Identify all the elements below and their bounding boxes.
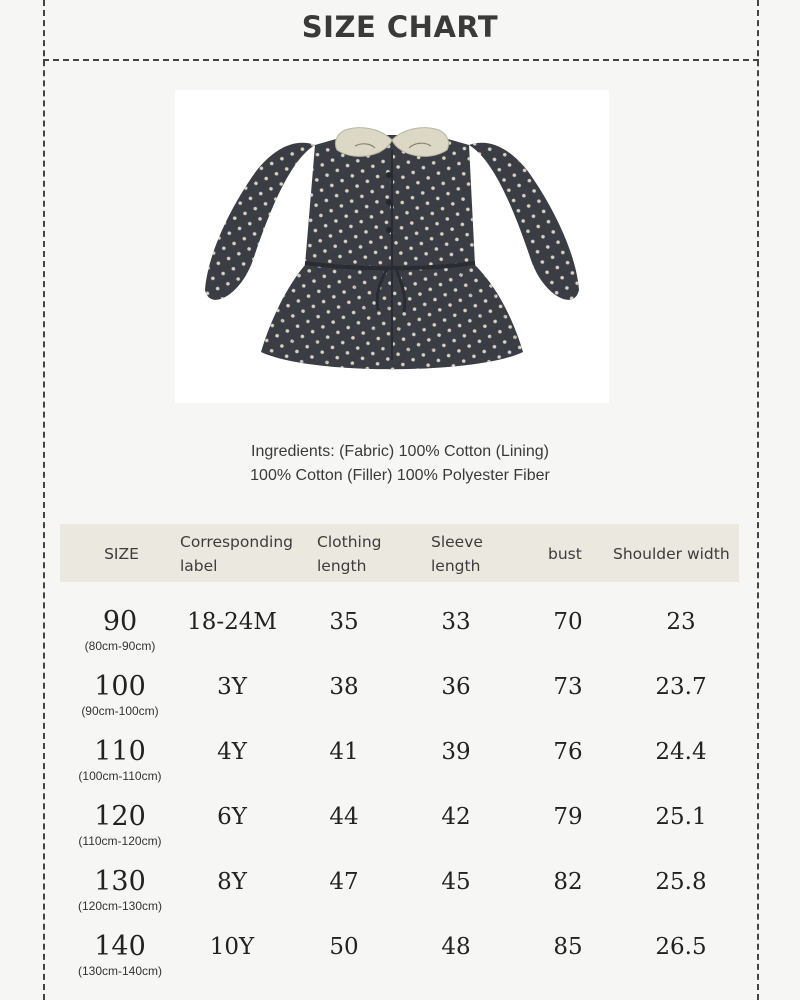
table-row xyxy=(60,801,739,866)
cell-label: 4Y xyxy=(217,739,247,765)
cell-shoulder: 25.8 xyxy=(655,869,707,895)
cell-sleeve: 36 xyxy=(441,674,471,700)
cell-sleeve: 42 xyxy=(441,804,471,830)
cell-label: 6Y xyxy=(217,804,247,830)
size-range: (110cm-120cm) xyxy=(78,834,162,848)
cell-shoulder: 23.7 xyxy=(655,674,707,700)
cell-bust: 76 xyxy=(553,739,583,765)
cell-shoulder: 26.5 xyxy=(655,934,707,960)
cell-label: 3Y xyxy=(217,674,247,700)
page-title: SIZE CHART xyxy=(301,10,499,44)
table-row xyxy=(60,606,739,671)
cell-clothing: 44 xyxy=(329,804,359,830)
cell-shoulder: 24.4 xyxy=(655,739,707,765)
cell-label: 10Y xyxy=(209,934,255,960)
cell-sleeve: 39 xyxy=(441,739,471,765)
table-row xyxy=(60,736,739,801)
cell-clothing: 35 xyxy=(329,609,359,635)
size-range: (130cm-140cm) xyxy=(77,964,163,978)
header-shoulder-width: Shoulder width xyxy=(613,545,730,563)
size-range: (120cm-130cm) xyxy=(77,899,163,913)
size-value: 130 xyxy=(94,866,146,897)
cell-clothing: 41 xyxy=(329,739,359,765)
header-corresponding-label: Corresponding label xyxy=(180,533,294,575)
header-size: SIZE xyxy=(104,545,139,563)
jacket-icon xyxy=(175,90,609,403)
size-value: 120 xyxy=(94,801,146,832)
ingredients-line-2: 100% Cotton (Filler) 100% Polyester Fiber xyxy=(250,467,550,484)
ingredients-text xyxy=(0,440,800,488)
cell-bust: 70 xyxy=(553,609,583,635)
cell-shoulder: 25.1 xyxy=(655,804,707,830)
cell-bust: 79 xyxy=(553,804,583,830)
cell-sleeve: 45 xyxy=(441,869,471,895)
cell-clothing: 50 xyxy=(329,934,359,960)
cell-label: 18-24M xyxy=(187,609,277,635)
size-value: 140 xyxy=(94,931,146,962)
size-value: 100 xyxy=(94,671,146,702)
dashed-border-top xyxy=(43,59,759,61)
size-range: (100cm-110cm) xyxy=(78,769,162,783)
cell-shoulder: 23 xyxy=(666,609,696,635)
table-row xyxy=(60,931,739,996)
size-range: (80cm-90cm) xyxy=(84,639,156,653)
cell-label: 8Y xyxy=(217,869,247,895)
size-value: 110 xyxy=(94,736,146,767)
cell-clothing: 47 xyxy=(329,869,359,895)
size-range: (90cm-100cm) xyxy=(81,704,159,718)
cell-bust: 82 xyxy=(553,869,583,895)
dashed-border-right xyxy=(757,0,759,1000)
table-row xyxy=(60,866,739,931)
dashed-border-left xyxy=(43,0,45,1000)
header-clothing-length: Clothing length xyxy=(317,533,382,575)
table-header xyxy=(60,524,739,582)
header-bust: bust xyxy=(548,545,582,563)
header-sleeve-length: Sleeve length xyxy=(431,533,483,575)
cell-sleeve: 48 xyxy=(441,934,471,960)
ingredients-line-1: Ingredients: (Fabric) 100% Cotton (Lining) xyxy=(251,443,549,460)
cell-clothing: 38 xyxy=(329,674,359,700)
cell-bust: 85 xyxy=(553,934,583,960)
table-row xyxy=(60,671,739,736)
cell-sleeve: 33 xyxy=(441,609,471,635)
cell-bust: 73 xyxy=(553,674,583,700)
size-value: 90 xyxy=(102,606,138,637)
product-photo xyxy=(175,90,609,403)
